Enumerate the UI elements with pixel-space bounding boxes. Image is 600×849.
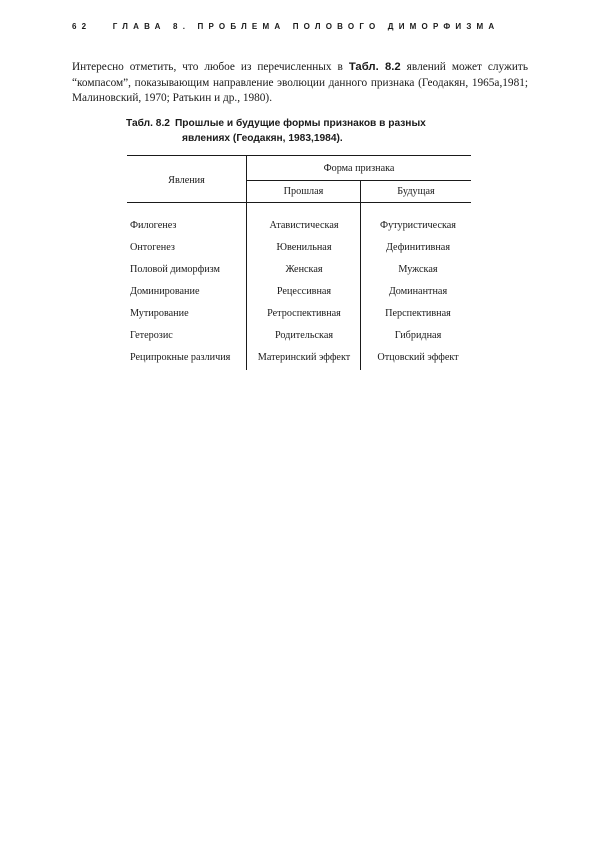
table-row-6-future: Гибридная [394,330,442,341]
table-row-6-past: Родительская [274,330,334,341]
paragraph-text-after: явлений может служить “компасом”, показывающим направление эволюции данного признака (Геодакян, 1965а,1981; Малиновский, 1970; Ратькин и др., 1980). [72,61,528,104]
page-number: 62 [72,22,92,31]
header-future: Будущая [397,186,435,197]
table-row-1-phenomenon: Филогенез [130,220,177,231]
table-top-rule [127,155,471,156]
table-row-2-future: Дефинитивная [385,242,451,253]
table-row-7-past: Материнский эффект [257,352,351,363]
table-row-4-phenomenon: Доминирование [130,286,200,297]
table-row-7-future: Отцовский эффект [377,352,459,363]
table-row-5-past: Ретроспективная [267,308,341,319]
data-table [127,155,471,370]
header-phenomena: Явления [168,175,205,186]
table-row-2-past: Ювенильная [276,242,332,253]
chapter-title: ГЛАВА 8. ПРОБЛЕМА ПОЛОВОГО ДИМОРФИЗМА [112,22,500,31]
table-row-6-phenomenon: Гетерозис [130,330,173,341]
table-row-1-past: Атавистическая [269,220,339,231]
table-row-5-phenomenon: Мутирование [130,308,189,319]
table-row-5-future: Перспективная [385,308,451,319]
paragraph-text-before: Интересно отметить, что любое из перечисленных в [72,61,349,73]
table-row-4-past: Рецессивная [276,286,332,297]
running-head [72,22,499,31]
header-mid-rule [246,180,471,181]
header-past: Прошлая [283,186,324,197]
table-row-7-phenomenon: Реципрокные различия [130,352,231,363]
table-row-3-future: Мужская [398,264,438,275]
caption-line-1: Прошлые и будущие формы признаков в разных [174,118,426,129]
body-paragraph [72,60,528,107]
table-row-1-future: Футуристическая [380,220,456,231]
table-row-2-phenomenon: Онтогенез [130,242,175,253]
table-reference: Табл. 8.2 [348,61,401,73]
table-row-4-future: Доминантная [388,286,448,297]
table-row-3-phenomenon: Половой диморфизм [130,264,220,275]
table-caption [126,117,486,146]
table-row-3-past: Женская [285,264,323,275]
header-bottom-rule [127,202,471,203]
caption-label: Табл. 8.2 [126,118,170,129]
header-trait-form: Форма признака [323,163,395,174]
caption-line-2: явлениях (Геодакян, 1983,1984). [182,132,343,144]
